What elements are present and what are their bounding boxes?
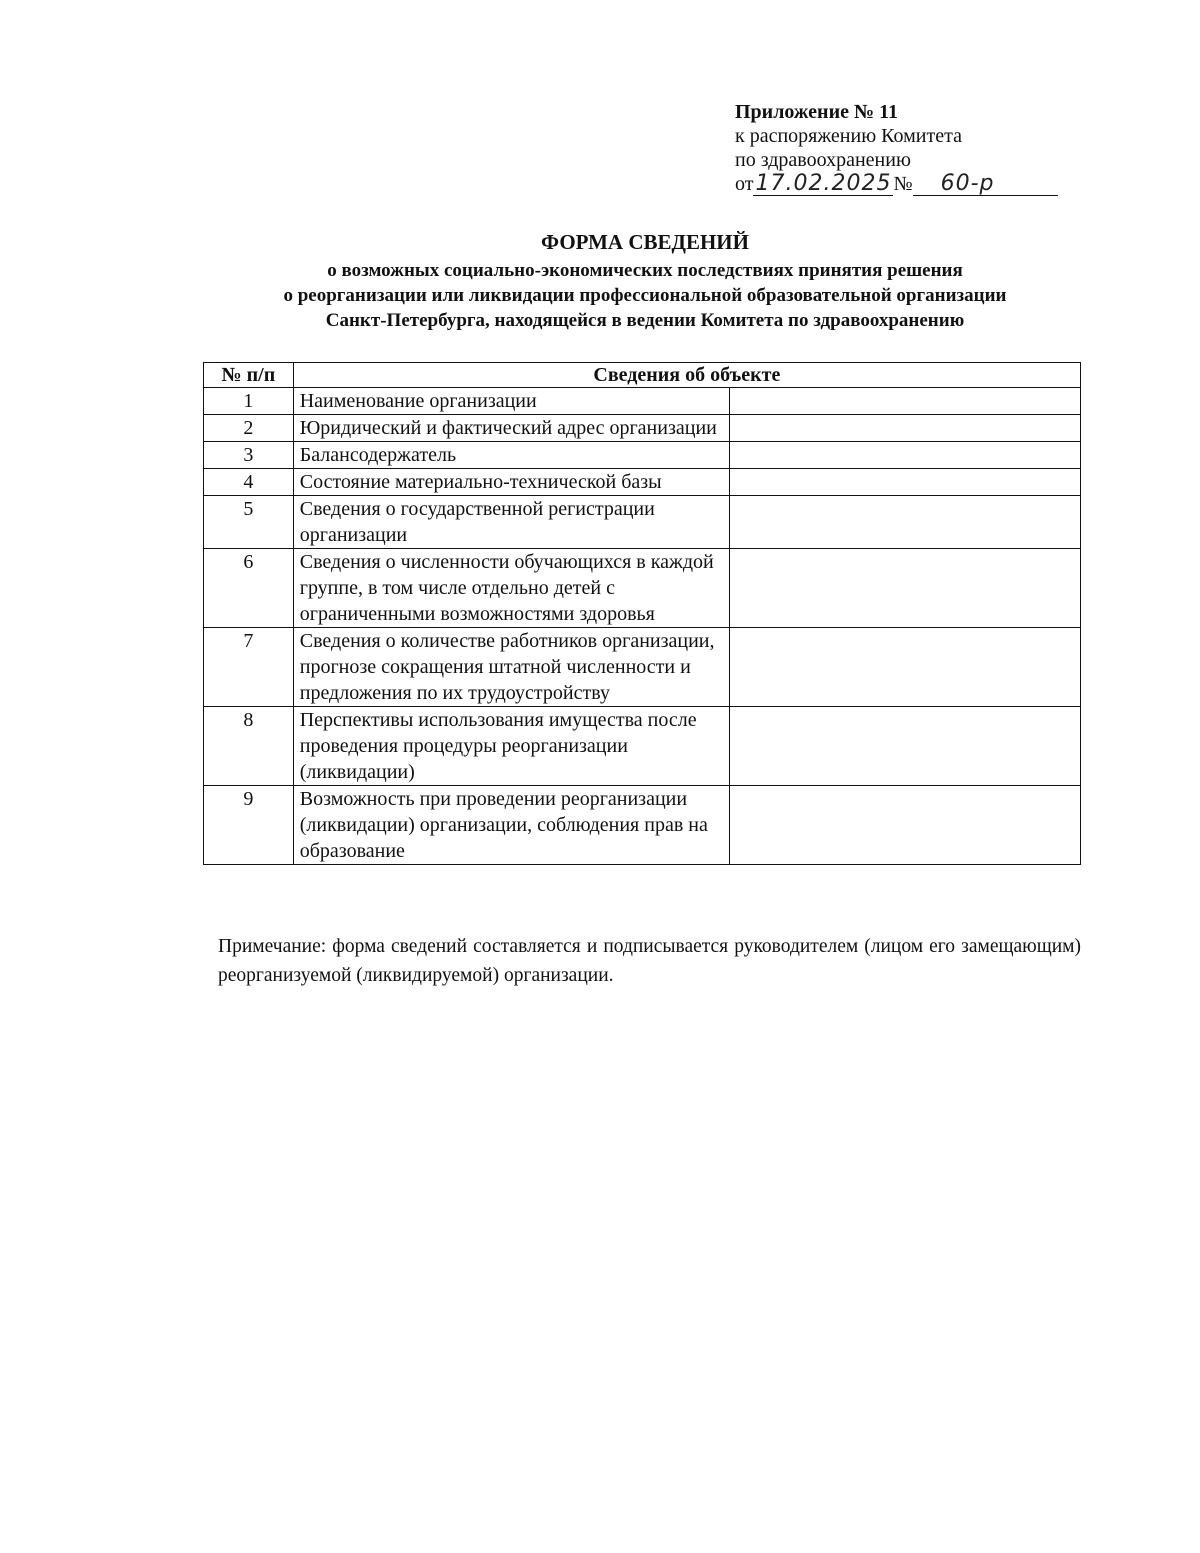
subtitle-line-3: Санкт-Петербурга, находящейся в ведении Комитета по здравоохранению <box>325 310 965 331</box>
attachment-line-2: по здравоохранению <box>735 149 911 171</box>
attachment-block <box>735 100 1080 196</box>
row-value <box>729 388 1080 415</box>
row-number: 1 <box>204 388 294 415</box>
table-row <box>204 442 1081 469</box>
row-value <box>729 496 1080 549</box>
row-value <box>729 707 1080 786</box>
handwritten-number: 60-р <box>940 171 995 196</box>
attachment-line-1: к распоряжению Комитета <box>735 125 962 147</box>
row-number: 2 <box>204 415 294 442</box>
table-row <box>204 469 1081 496</box>
row-value <box>729 549 1080 628</box>
table-row <box>204 415 1081 442</box>
table-header-row <box>204 363 1081 388</box>
table-row <box>204 549 1081 628</box>
table-row <box>204 496 1081 549</box>
row-number: 3 <box>204 442 294 469</box>
row-number: 4 <box>204 469 294 496</box>
date-prefix: от <box>735 173 754 195</box>
row-number: 5 <box>204 496 294 549</box>
header-object-info: Сведения об объекте <box>293 363 1080 388</box>
table-row <box>204 786 1081 865</box>
row-name: Сведения о государственной регистрации организации <box>293 496 729 549</box>
row-value <box>729 442 1080 469</box>
document-heading <box>150 228 1140 333</box>
row-name: Юридический и фактический адрес организации <box>293 415 729 442</box>
row-name: Сведения о численности обучающихся в каждой группе, в том числе отдельно детей с ограниченными возможностями здоровья <box>293 549 729 628</box>
info-table <box>203 362 1081 865</box>
row-value <box>729 628 1080 707</box>
row-name: Сведения о количестве работников организации, прогнозе сокращения штатной численности и предложения по их трудоустройству <box>293 628 729 707</box>
table-row <box>204 388 1081 415</box>
handwritten-date: 17.02.2025 <box>755 171 892 196</box>
row-name: Перспективы использования имущества после проведения процедуры реорганизации (ликвидации) <box>293 707 729 786</box>
row-number: 7 <box>204 628 294 707</box>
footnote: Примечание: форма сведений составляется и подписывается руководителем (лицом его замещающим) реорганизуемой (ликвидируемой) организации. <box>218 936 1081 986</box>
table-row <box>204 707 1081 786</box>
date-field <box>753 173 893 196</box>
attachment-title: Приложение № 11 <box>735 101 898 123</box>
subtitle-line-1: о возможных социально-экономических последствиях принятия решения <box>327 260 963 281</box>
row-value <box>729 786 1080 865</box>
row-name: Возможность при проведении реорганизации (ликвидации) организации, соблюдения прав на образование <box>293 786 729 865</box>
row-number: 6 <box>204 549 294 628</box>
table-row <box>204 628 1081 707</box>
row-name: Наименование организации <box>293 388 729 415</box>
number-field <box>913 173 1058 196</box>
number-sign: № <box>893 173 913 195</box>
row-value <box>729 469 1080 496</box>
header-number: № п/п <box>204 363 294 388</box>
date-number-line <box>735 172 1080 196</box>
document-title: ФОРМА СВЕДЕНИЙ <box>541 230 749 254</box>
subtitle-line-2: о реорганизации или ликвидации профессиональной образовательной организации <box>283 285 1007 306</box>
row-number: 9 <box>204 786 294 865</box>
row-number: 8 <box>204 707 294 786</box>
row-value <box>729 415 1080 442</box>
row-name: Состояние материально-технической базы <box>293 469 729 496</box>
row-name: Балансодержатель <box>293 442 729 469</box>
